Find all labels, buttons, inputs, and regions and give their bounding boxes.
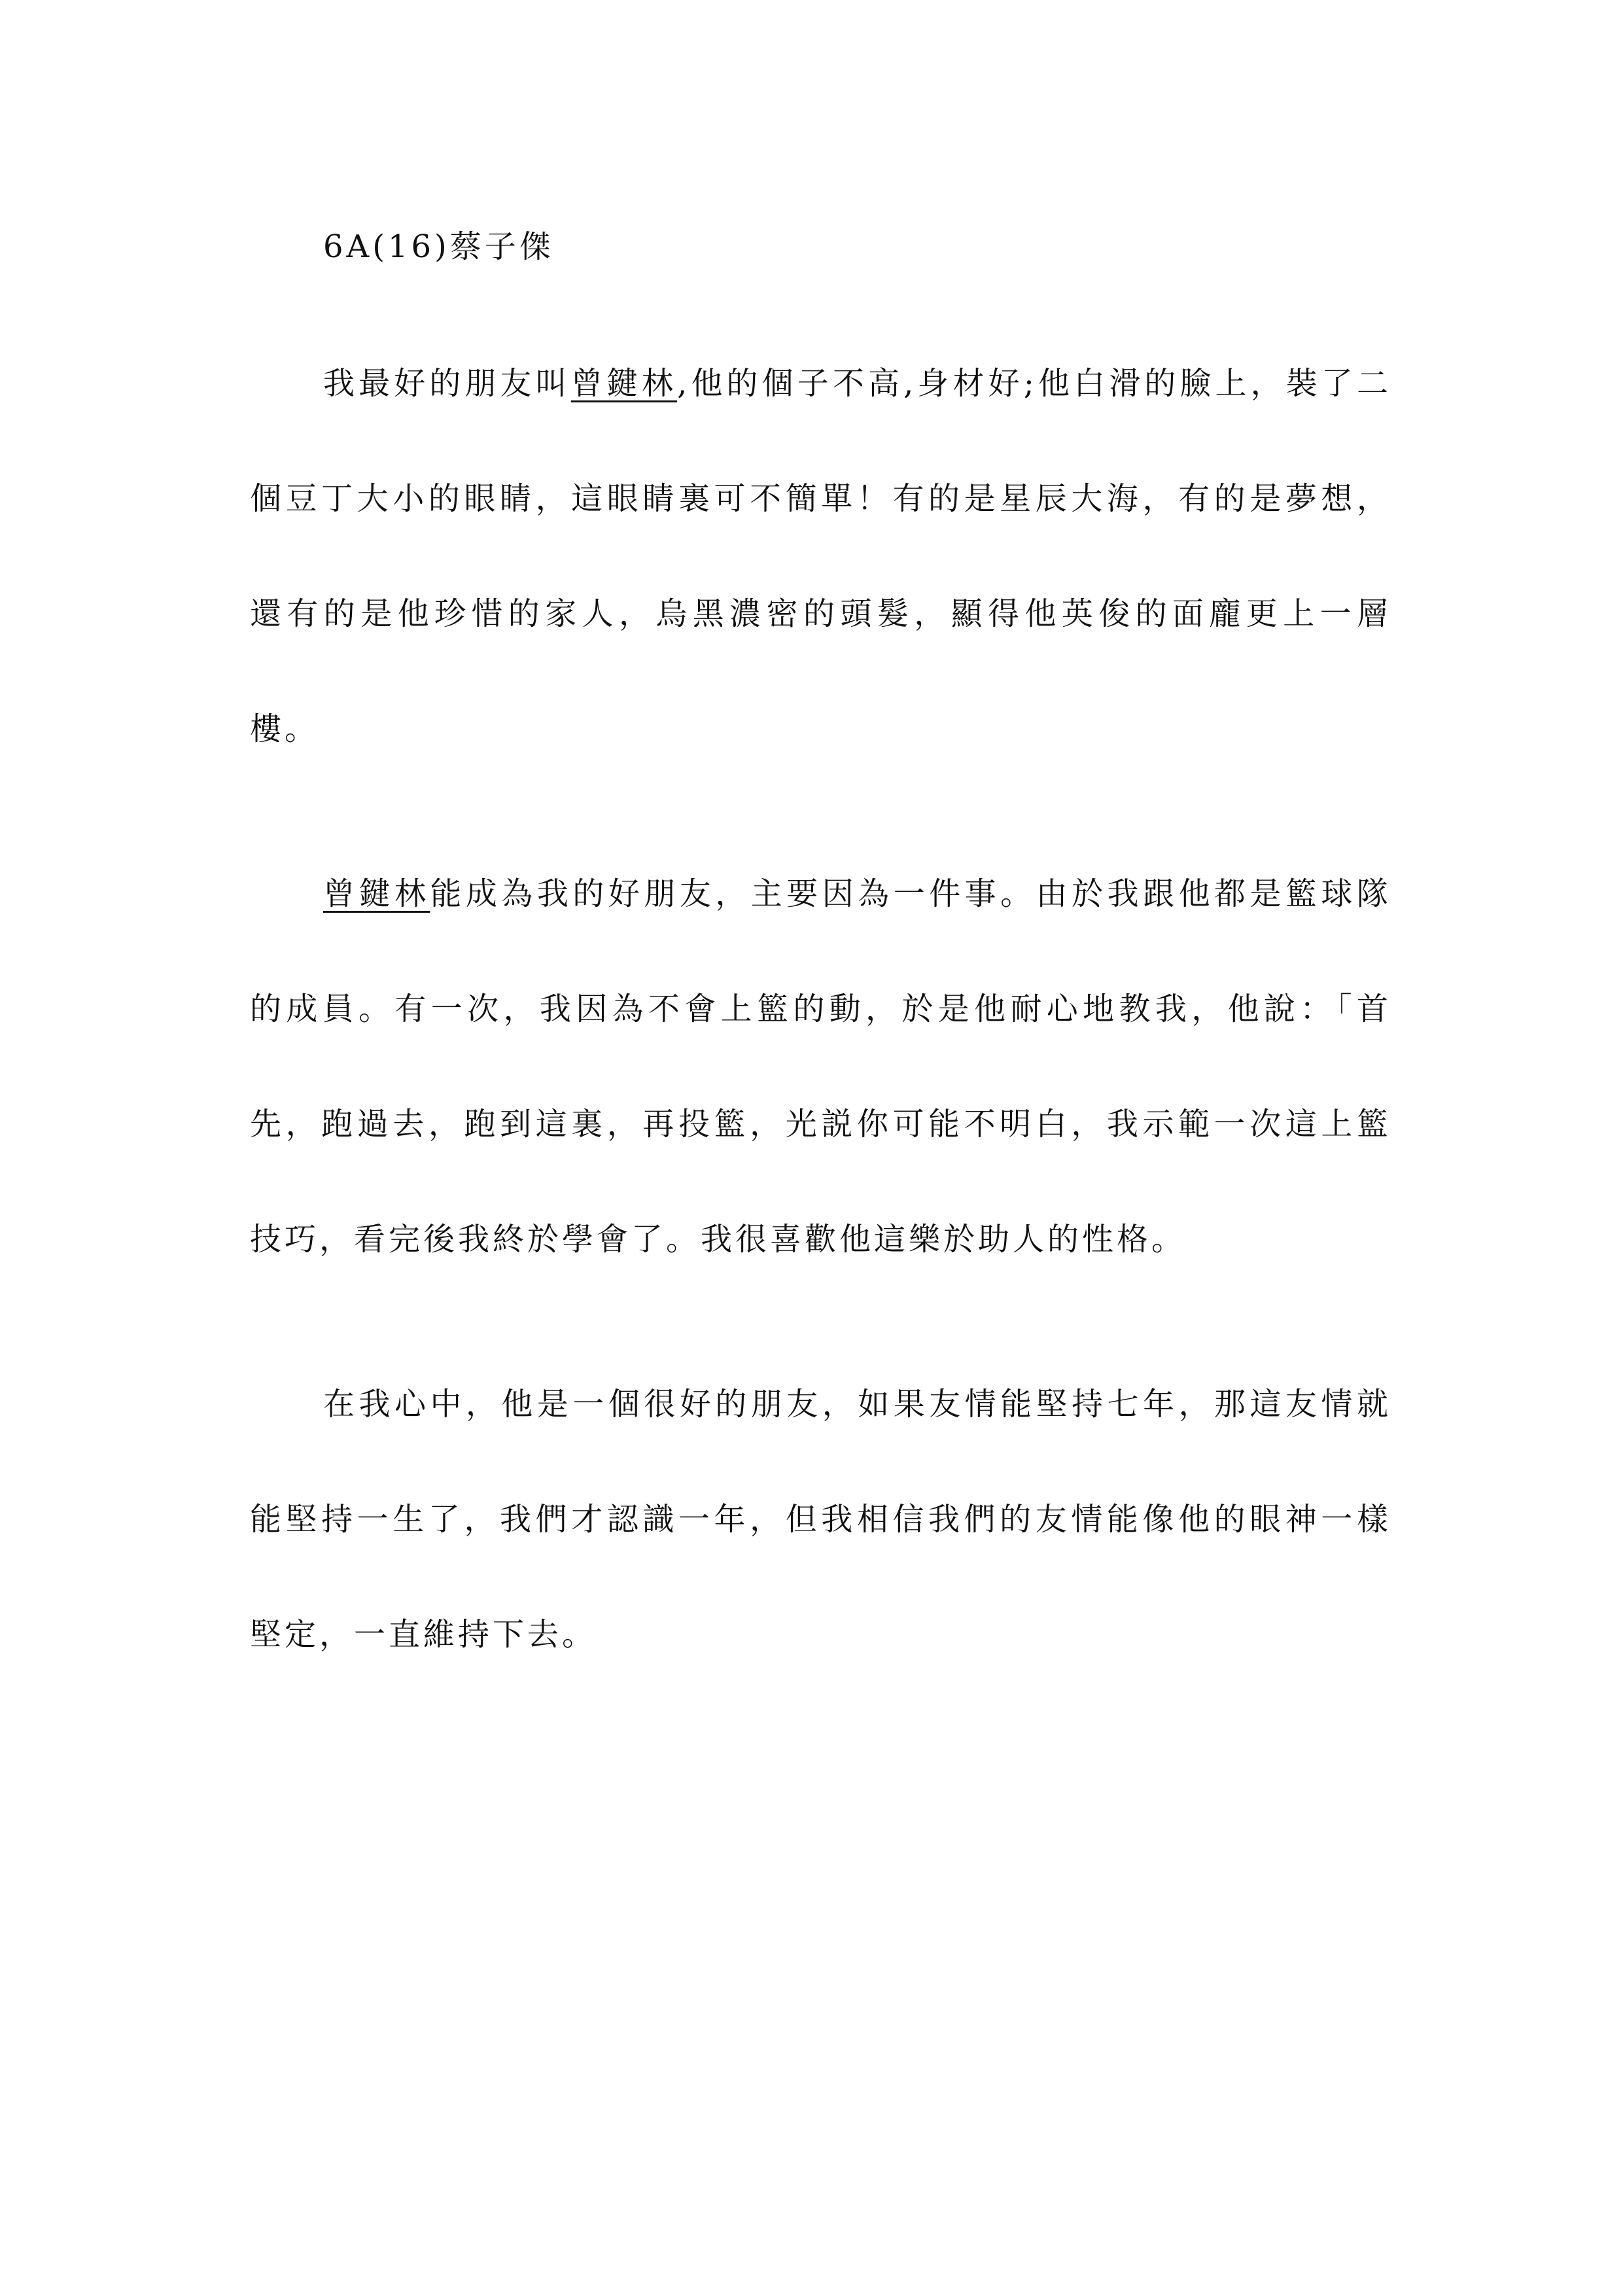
underlined-friend-name: 曾鍵林 <box>570 365 678 402</box>
paragraph-3: 在我心中，他是一個很好的朋友，如果友情能堅持七年，那這友情就能堅持一生了，我們才認識一年，但我相信我們的友情能像他的眼神一樣堅定，一直維持下去。 <box>250 1386 1391 1653</box>
paragraph-2-body: 能成為我的好朋友，主要因為一件事。由於我跟他都是籃球隊的成員。有一次，我因為不會上籃的動，於是他耐心地教我，他說：「首先，跑過去，跑到這裏，再投籃，光説你可能不明白，我示範一次這上籃技巧，看完後我終於學會了。我很喜歡他這樂於助人的性格。 <box>250 875 1391 1258</box>
paragraph-1-intro: 我最好的朋友叫 <box>323 365 571 402</box>
author-line: 6A(16)蔡子傑 <box>323 228 554 265</box>
paragraph-1-body: ,他的個子不高,身材好;他白滑的臉上，裝了二個豆丁大小的眼睛，這眼睛裏可不簡單！有的是星辰大海，有的是夢想，還有的是他珍惜的家人，烏黑濃密的頭髮，顯得他英俊的面龐更上一層樓。 <box>250 365 1391 747</box>
underlined-friend-name: 曾鍵林 <box>323 875 430 912</box>
paragraph-2 <box>250 836 1391 1297</box>
essay-body <box>250 217 1391 1692</box>
paragraph-1 <box>250 326 1391 786</box>
